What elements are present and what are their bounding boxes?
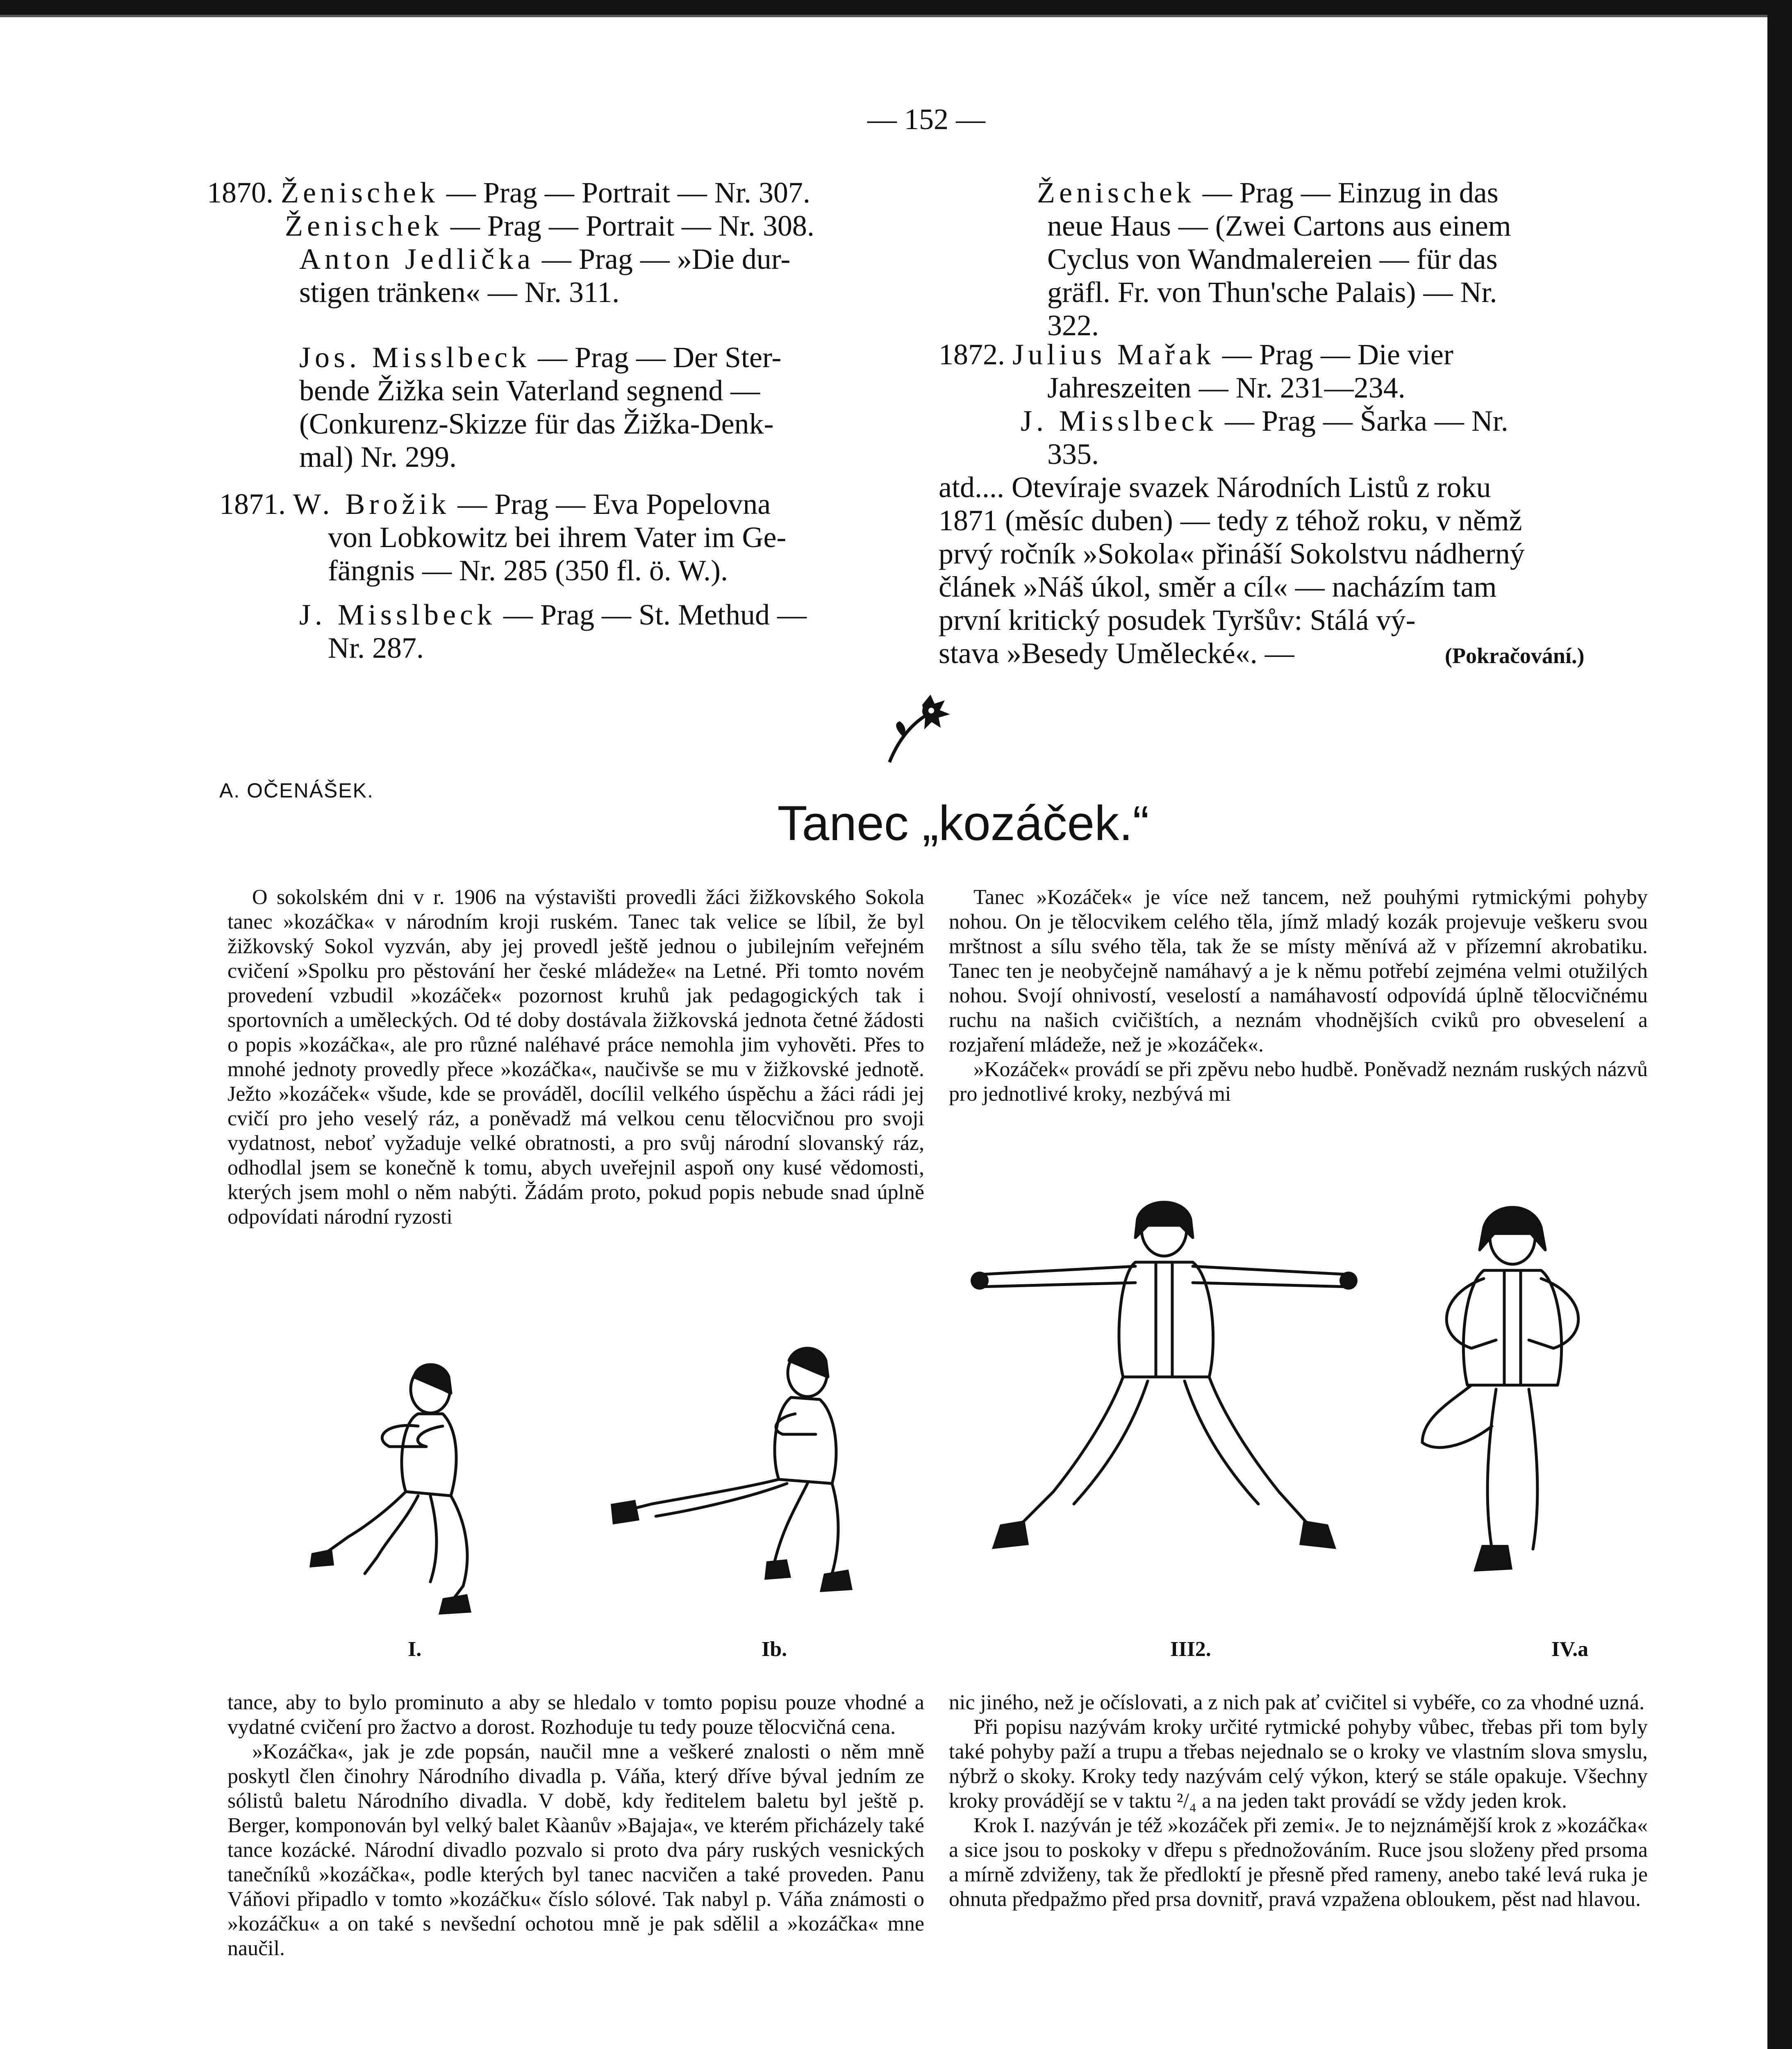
entry-year: 1870. <box>207 176 273 209</box>
entry-1870-c <box>299 243 920 276</box>
entry-detail: — Prag — Einzug in das <box>1202 176 1499 209</box>
entry-artist: Ženischek <box>285 209 443 242</box>
figure-caption: IV.a <box>1551 1638 1589 1661</box>
entry-line: neue Haus — (Zwei Cartons aus einem <box>1047 209 1511 242</box>
entry-artist: Julius Mařak <box>1012 338 1215 371</box>
entry-line: stava »Besedy Umělecké«. — <box>939 637 1294 670</box>
entry-detail: — Prag — Portrait — Nr. 308. <box>450 209 814 242</box>
entry-artist: Jos. Misslbeck <box>299 341 531 374</box>
paragraph: Krok I. nazýván je též »kozáček při zemi«. Je to nejznámější krok z »kozáčka« a sice jsou to poskoky v dřepu s přednožováním. Ruce jsou složeny před prsoma a mírně zdviženy, tak že předloktí je přesně před rameny, anebo také levá ruka je ohnuta předpažmo před prsa dovnitř, pravá vzpažena obloukem, pěst nad hlavou. <box>949 1814 1648 1911</box>
entry-artist: Anton Jedlička <box>299 243 534 275</box>
flower-ornament-icon <box>881 693 955 770</box>
entry-line: 322. <box>1047 309 1099 342</box>
paragraph: O sokolském dni v r. 1906 na výstavišti provedli žáci žižkovského Sokola tanec »kozáčka« v národním kroji ruském. Tanec tak velice se líbil, že byl žižkovský Sokol vyzván, aby jej provedl ještě jednou o jubilejním veřejném cvičení »Spolku pro pěstování her české mládeže« na Letné. Při tomto novém provedení vzbudil »kozáček« pozornost kruhů jak pedagogických tak i sportovních a uměleckých. Od té doby dostávala žižkovská jednota četné žádosti o popis »kozáčka«, ale pro různé naléhavé práce nemohla jim vyhověti. Přes to mnohé jednoty provedly přece »kozáčka«, naučivše se mu v žižkovské jednotě. Ježto »kozáček« všude, kde se prováděl, docílil velkého úspěchu a žáci rádi jej cvičí pro jeho veselý ráz, a poněvadž má velkou cenu tělocvičnou pro svoji vydatnost, neboť vyžaduje velké obratnosti, a pro svůj národní slovanský ráz, odhodlal jsem se konečně k tomu, abych uveřejnil aspoň ony kusé vědomosti, kterých jsem mohl o něm nabýti. Žádám proto, pokud popis nebude snad úplně odpovídati národní ryzosti <box>227 886 924 1229</box>
dancer-figure-iva <box>1389 1188 1635 1606</box>
entry-line: první kritický posudek Tyršův: Stálá vý- <box>939 604 1416 636</box>
entry-line: Jahreszeiten — Nr. 231—234. <box>1047 371 1405 404</box>
entry-line: Nr. 287. <box>328 632 424 664</box>
article-right-top <box>949 885 1648 1106</box>
paragraph: »Kozáčka«, jak je zde popsán, naučil mne a veškeré znalosti o něm mně poskytl člen činohry Národního divadla p. Váňa, který dříve býval jedním ze sólistů baletu Národního divadla. V době, kdy ředitelem baletu byl ještě p. Berger, komponován byl velký balet Kàanův »Bajaja«, ve kterém přicházely také tance kozácké. Národní divadlo pozvalo si proto dva páry ruských vesnických tanečníků »kozáčka«, podle kterých byl tanec nacvičen a také proveden. Panu Váňovi připadlo v tomto »kozáčku« číslo sólové. Tak nabyl p. Váňa známosti o »kozáčku« a on také s nevšední ochotou mně je pak sdělil a »kozáčka« mne naučil. <box>227 1740 924 1960</box>
figure-caption: III2. <box>1170 1638 1211 1661</box>
article-author: A. OČENÁŠEK. <box>219 779 374 802</box>
entry-line: von Lobkowitz bei ihrem Vater im Ge- <box>328 521 787 554</box>
entry-detail: — Prag — Die vier <box>1222 338 1453 371</box>
article-left-bottom <box>227 1690 924 1961</box>
entry-detail: — Prag — Portrait — Nr. 307. <box>446 176 810 209</box>
continued-note: (Pokračování.) <box>1445 643 1585 668</box>
entry-artist: W. Brožik <box>293 488 450 520</box>
entry-1871-b <box>299 598 920 632</box>
entry-1872-b <box>1021 404 1627 438</box>
entry-1871-a <box>219 488 920 521</box>
article-left-top <box>227 885 924 1229</box>
article-title: Tanec „kozáček.“ <box>777 796 1149 851</box>
entry-line: článek »Náš úkol, směr a cíl« — nacházím tam <box>939 570 1497 603</box>
entry-line: fängnis — Nr. 285 (350 fl. ö. W.). <box>328 554 728 587</box>
paragraph: »Kozáček« provádí se při zpěvu nebo hudbě. Poněvadž neznám ruských názvů pro jednotlivé kroky, nezbývá mi <box>949 1058 1648 1106</box>
scan-border-right <box>1767 0 1792 2049</box>
article-right-bottom <box>949 1690 1648 1912</box>
page-number: — 152 — <box>867 103 985 136</box>
paragraph: nic jiného, než je očíslovati, a z nich pak ať cvičitel si vybéře, co za vhodné uzná. <box>949 1691 1645 1714</box>
entry-line: 1871 (měsíc duben) — tedy z téhož roku, v němž <box>939 504 1522 537</box>
entry-line: gräfl. Fr. von Thun'sche Palais) — Nr. <box>1047 276 1497 309</box>
entry-line: Cyclus von Wandmalereien — für das <box>1047 243 1498 275</box>
entry-line: prvý ročník »Sokola« přináší Sokolstvu nádherný <box>939 537 1525 570</box>
entry-detail: — Prag — Der Ster- <box>538 341 782 374</box>
figure-caption: I. <box>408 1638 422 1661</box>
entry-right-a <box>1037 176 1627 209</box>
entry-line: mal) Nr. 299. <box>299 441 457 473</box>
entry-line: 335. <box>1047 438 1099 470</box>
entry-detail: — Prag — »Die dur- <box>541 243 791 275</box>
entry-artist: Ženischek <box>281 176 439 209</box>
paragraph: Tanec »Kozáček« je více než tancem, než pouhými rytmickými pohyby nohou. On je tělocvikem celého těla, jímž mladý kozák projevuje veškeru svou mrštnost a sílu svého těla, tak že se místy měnívá až v přízemní akrobatiku. Tanec ten je neobyčejně namáhavý a je k němu potřebí zejména velmi otužilých nohou. Svojí ohnivostí, veselostí a namáhavostí odpovídá úplně tělocvičnému ruchu na našich cvičištích, a neznám vhodnějších cviků pro obveselení a rozjaření mládeže, než je »kozáček«. <box>949 886 1648 1056</box>
entry-artist: J. Misslbeck <box>299 598 496 631</box>
paragraph: Při popisu nazývám kroky určité rytmické pohyby vůbec, třebas při tom byly také pohyby paží a trupu a třebas nejednalo se o kroky ve vlastním slova smyslu, nýbrž o skoky. Kroky tedy nazývám celý výkon, který se stále opakuje. Všechny kroky provádějí se v taktu ²/₄ a na jeden takt provádí se vždy jeden krok. <box>949 1715 1648 1813</box>
dancer-figure-iii2 <box>963 1180 1365 1590</box>
entry-artist: J. Misslbeck <box>1021 404 1217 437</box>
entry-year: 1871. <box>219 488 286 520</box>
scan-border-top <box>0 0 1792 15</box>
entry-artist: Ženischek <box>1037 176 1195 209</box>
scan-border-shadow <box>0 15 1767 17</box>
entry-detail: — Prag — Eva Popelovna <box>457 488 771 520</box>
entry-line: stigen tränken« — Nr. 311. <box>299 276 620 309</box>
entry-line: bende Žižka sein Vaterland segnend — <box>299 374 760 407</box>
entry-1872-a <box>939 338 1627 371</box>
entry-detail: — Prag — Šarka — Nr. <box>1225 404 1508 437</box>
figure-caption: Ib. <box>762 1638 787 1661</box>
paragraph: tance, aby to bylo prominuto a aby se hledalo v tomto popisu pouze vhodné a vydatné cvičení pro žactvo a dorost. Rozhoduje tu tedy pouze tělocvičná cena. <box>227 1691 924 1739</box>
entry-line: (Conkurenz-Skizze für das Žižka-Denk- <box>299 407 774 440</box>
entry-detail: — Prag — St. Methud — <box>503 598 807 631</box>
dancer-figure-1 <box>295 1344 525 1623</box>
entry-1870-b <box>285 209 920 243</box>
dancer-figure-ib <box>603 1332 889 1611</box>
entry-1870-d <box>299 341 920 374</box>
entry-year: 1872. <box>939 338 1005 371</box>
entry-1870-a <box>207 176 920 209</box>
entry-line: atd.... Otevíraje svazek Národních Listů z roku <box>939 471 1491 504</box>
